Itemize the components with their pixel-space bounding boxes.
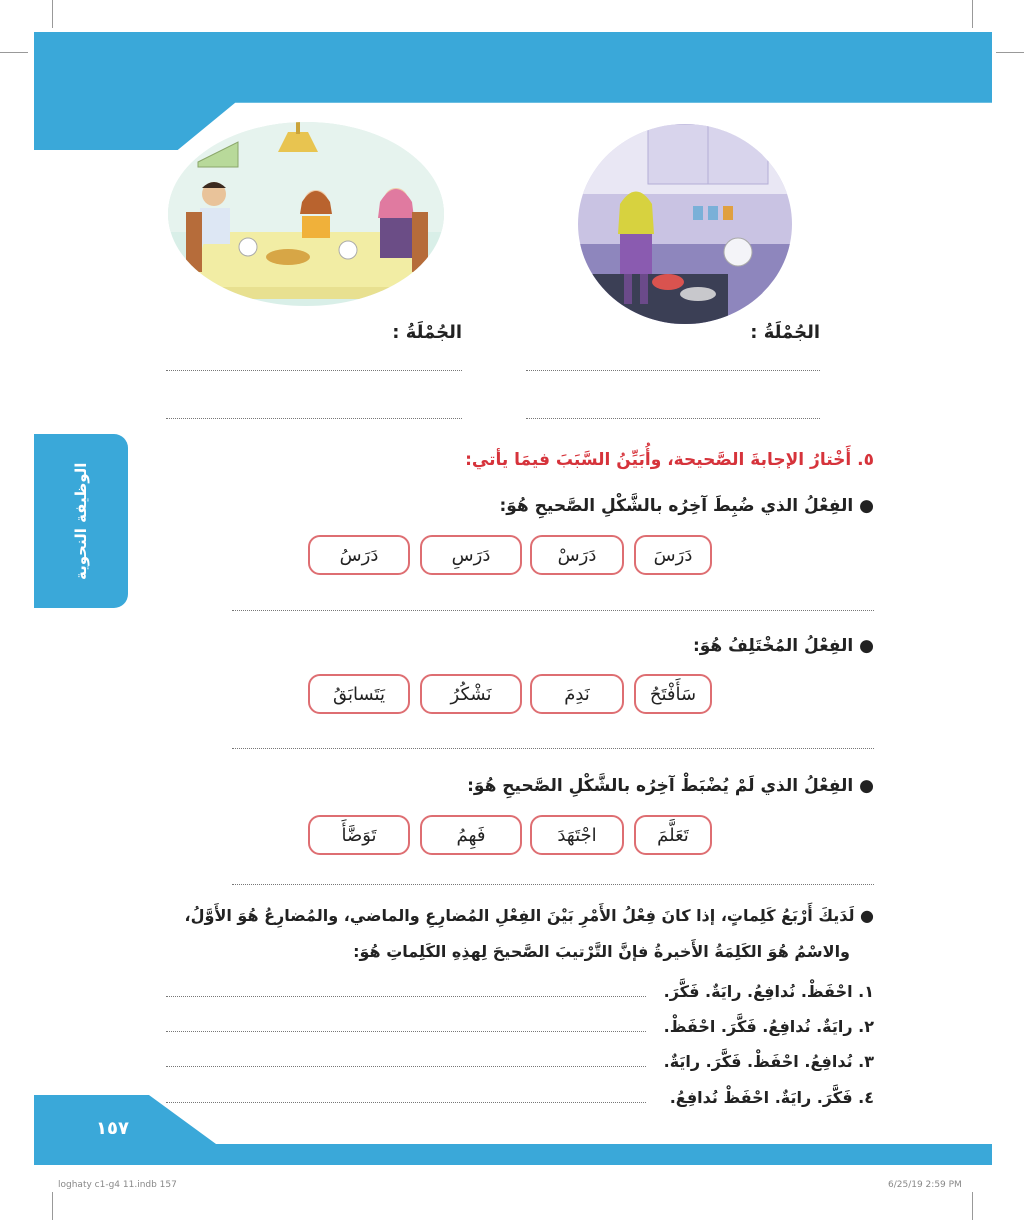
option-chip[interactable]: دَرَسَ	[634, 535, 712, 575]
crop-mark	[52, 1192, 53, 1220]
option-chip[interactable]: تَوَضَّأَ	[308, 815, 410, 855]
option-chip[interactable]: يَتَسابَقُ	[308, 674, 410, 714]
header-band	[34, 32, 992, 150]
option-chip[interactable]: تَعَلَّمَ	[634, 815, 712, 855]
answer-line[interactable]	[232, 610, 874, 611]
dining-illustration	[168, 122, 444, 306]
question-prompt-text: الفِعْلُ المُخْتَلِفُ هُوَ:	[692, 636, 854, 656]
order-choice: ٢. رايَةٌ. نُدافِعُ. فَكَّرَ. احْفَظْ.	[663, 1017, 874, 1036]
option-chip[interactable]: دَرَسْ	[530, 535, 624, 575]
crop-mark	[996, 52, 1024, 53]
answer-line[interactable]	[166, 370, 462, 371]
print-info-right: 6/25/19 2:59 PM	[888, 1180, 962, 1190]
kitchen-illustration	[578, 124, 792, 324]
crop-mark	[972, 0, 973, 28]
answer-line[interactable]	[232, 748, 874, 749]
option-chip[interactable]: دَرَسُ	[308, 535, 410, 575]
question-heading: ٥. أَخْتارُ الإجابةَ الصَّحيحة، وأُبَيِّنُ السَّبَبَ فيمَا يأتي:	[465, 450, 874, 470]
order-prompt: ● لَدَيكَ أَرْبَعُ كَلِماتٍ، إذا كانَ فِعْلُ الأَمْرِ بَيْنَ الفِعْلِ المُضارِعِ والماضي، والمُضارِعُ هُوَ الأَوَّلُ،	[184, 906, 874, 925]
caption-left: الجُمْلَةُ :	[392, 322, 462, 343]
question-prompt: ● الفِعْلُ الذي لَمْ يُضْبَطْ آخِرُه بالشَّكْلِ الصَّحيحِ هُوَ:	[467, 776, 874, 796]
answer-line[interactable]	[166, 1102, 646, 1103]
answer-line[interactable]	[166, 1066, 646, 1067]
order-choice: ٣. نُدافِعُ. احْفَظْ. فَكَّرَ. رايَةٌ.	[663, 1052, 874, 1071]
question-prompt: ● الفِعْلُ المُخْتَلِفُ هُوَ:	[692, 636, 874, 656]
crop-mark	[0, 52, 28, 53]
order-line-1: لَدَيكَ أَرْبَعُ كَلِماتٍ، إذا كانَ فِعْلُ الأَمْرِ بَيْنَ الفِعْلِ المُضارِعِ والماضي، والمُضارِعُ هُوَ الأَوَّلُ،	[184, 906, 855, 925]
question-prompt: ● الفِعْلُ الذي ضُبِطَ آخِرُه بالشَّكْلِ الصَّحيحِ هُوَ:	[499, 496, 874, 516]
family-dinner-icon	[168, 122, 444, 306]
answer-line[interactable]	[166, 996, 646, 997]
option-chip[interactable]: دَرَسِ	[420, 535, 522, 575]
caption-right: الجُمْلَةُ :	[750, 322, 820, 343]
answer-line[interactable]	[166, 1031, 646, 1032]
order-choice: ٤. فَكَّرَ. رايَةٌ. احْفَظْ نُدافِعُ.	[669, 1088, 874, 1107]
option-chip[interactable]: سَأَفْتَحُ	[634, 674, 712, 714]
crop-mark	[972, 1192, 973, 1220]
answer-line[interactable]	[232, 884, 874, 885]
option-chip[interactable]: نَدِمَ	[530, 674, 624, 714]
answer-line[interactable]	[526, 418, 820, 419]
side-tab-label: الوظيفة النحوية	[72, 462, 90, 580]
print-info-left: loghaty c1-g4 11.indb 157	[58, 1180, 177, 1190]
option-chip[interactable]: نَشْكُرُ	[420, 674, 522, 714]
crop-mark	[52, 0, 53, 28]
page-number: ١٥٧	[96, 1118, 129, 1139]
answer-line[interactable]	[166, 418, 462, 419]
kitchen-scene-icon	[578, 124, 792, 324]
question-prompt-text: الفِعْلُ الذي لَمْ يُضْبَطْ آخِرُه بالشَّكْلِ الصَّحيحِ هُوَ:	[467, 776, 854, 796]
option-chip[interactable]: اجْتَهَدَ	[530, 815, 624, 855]
order-line-2: والاسْمُ هُوَ الكَلِمَةُ الأَخيرةُ فإنَّ التَّرْتيبَ الصَّحيحَ لِهذِهِ الكَلِماتِ هُوَ:	[353, 942, 850, 961]
answer-line[interactable]	[526, 370, 820, 371]
question-prompt-text: الفِعْلُ الذي ضُبِطَ آخِرُه بالشَّكْلِ الصَّحيحِ هُوَ:	[499, 496, 854, 516]
order-choice: ١. احْفَظْ. نُدافِعُ. رايَةٌ. فَكَّرَ.	[663, 982, 874, 1001]
option-chip[interactable]: فَهِمُ	[420, 815, 522, 855]
